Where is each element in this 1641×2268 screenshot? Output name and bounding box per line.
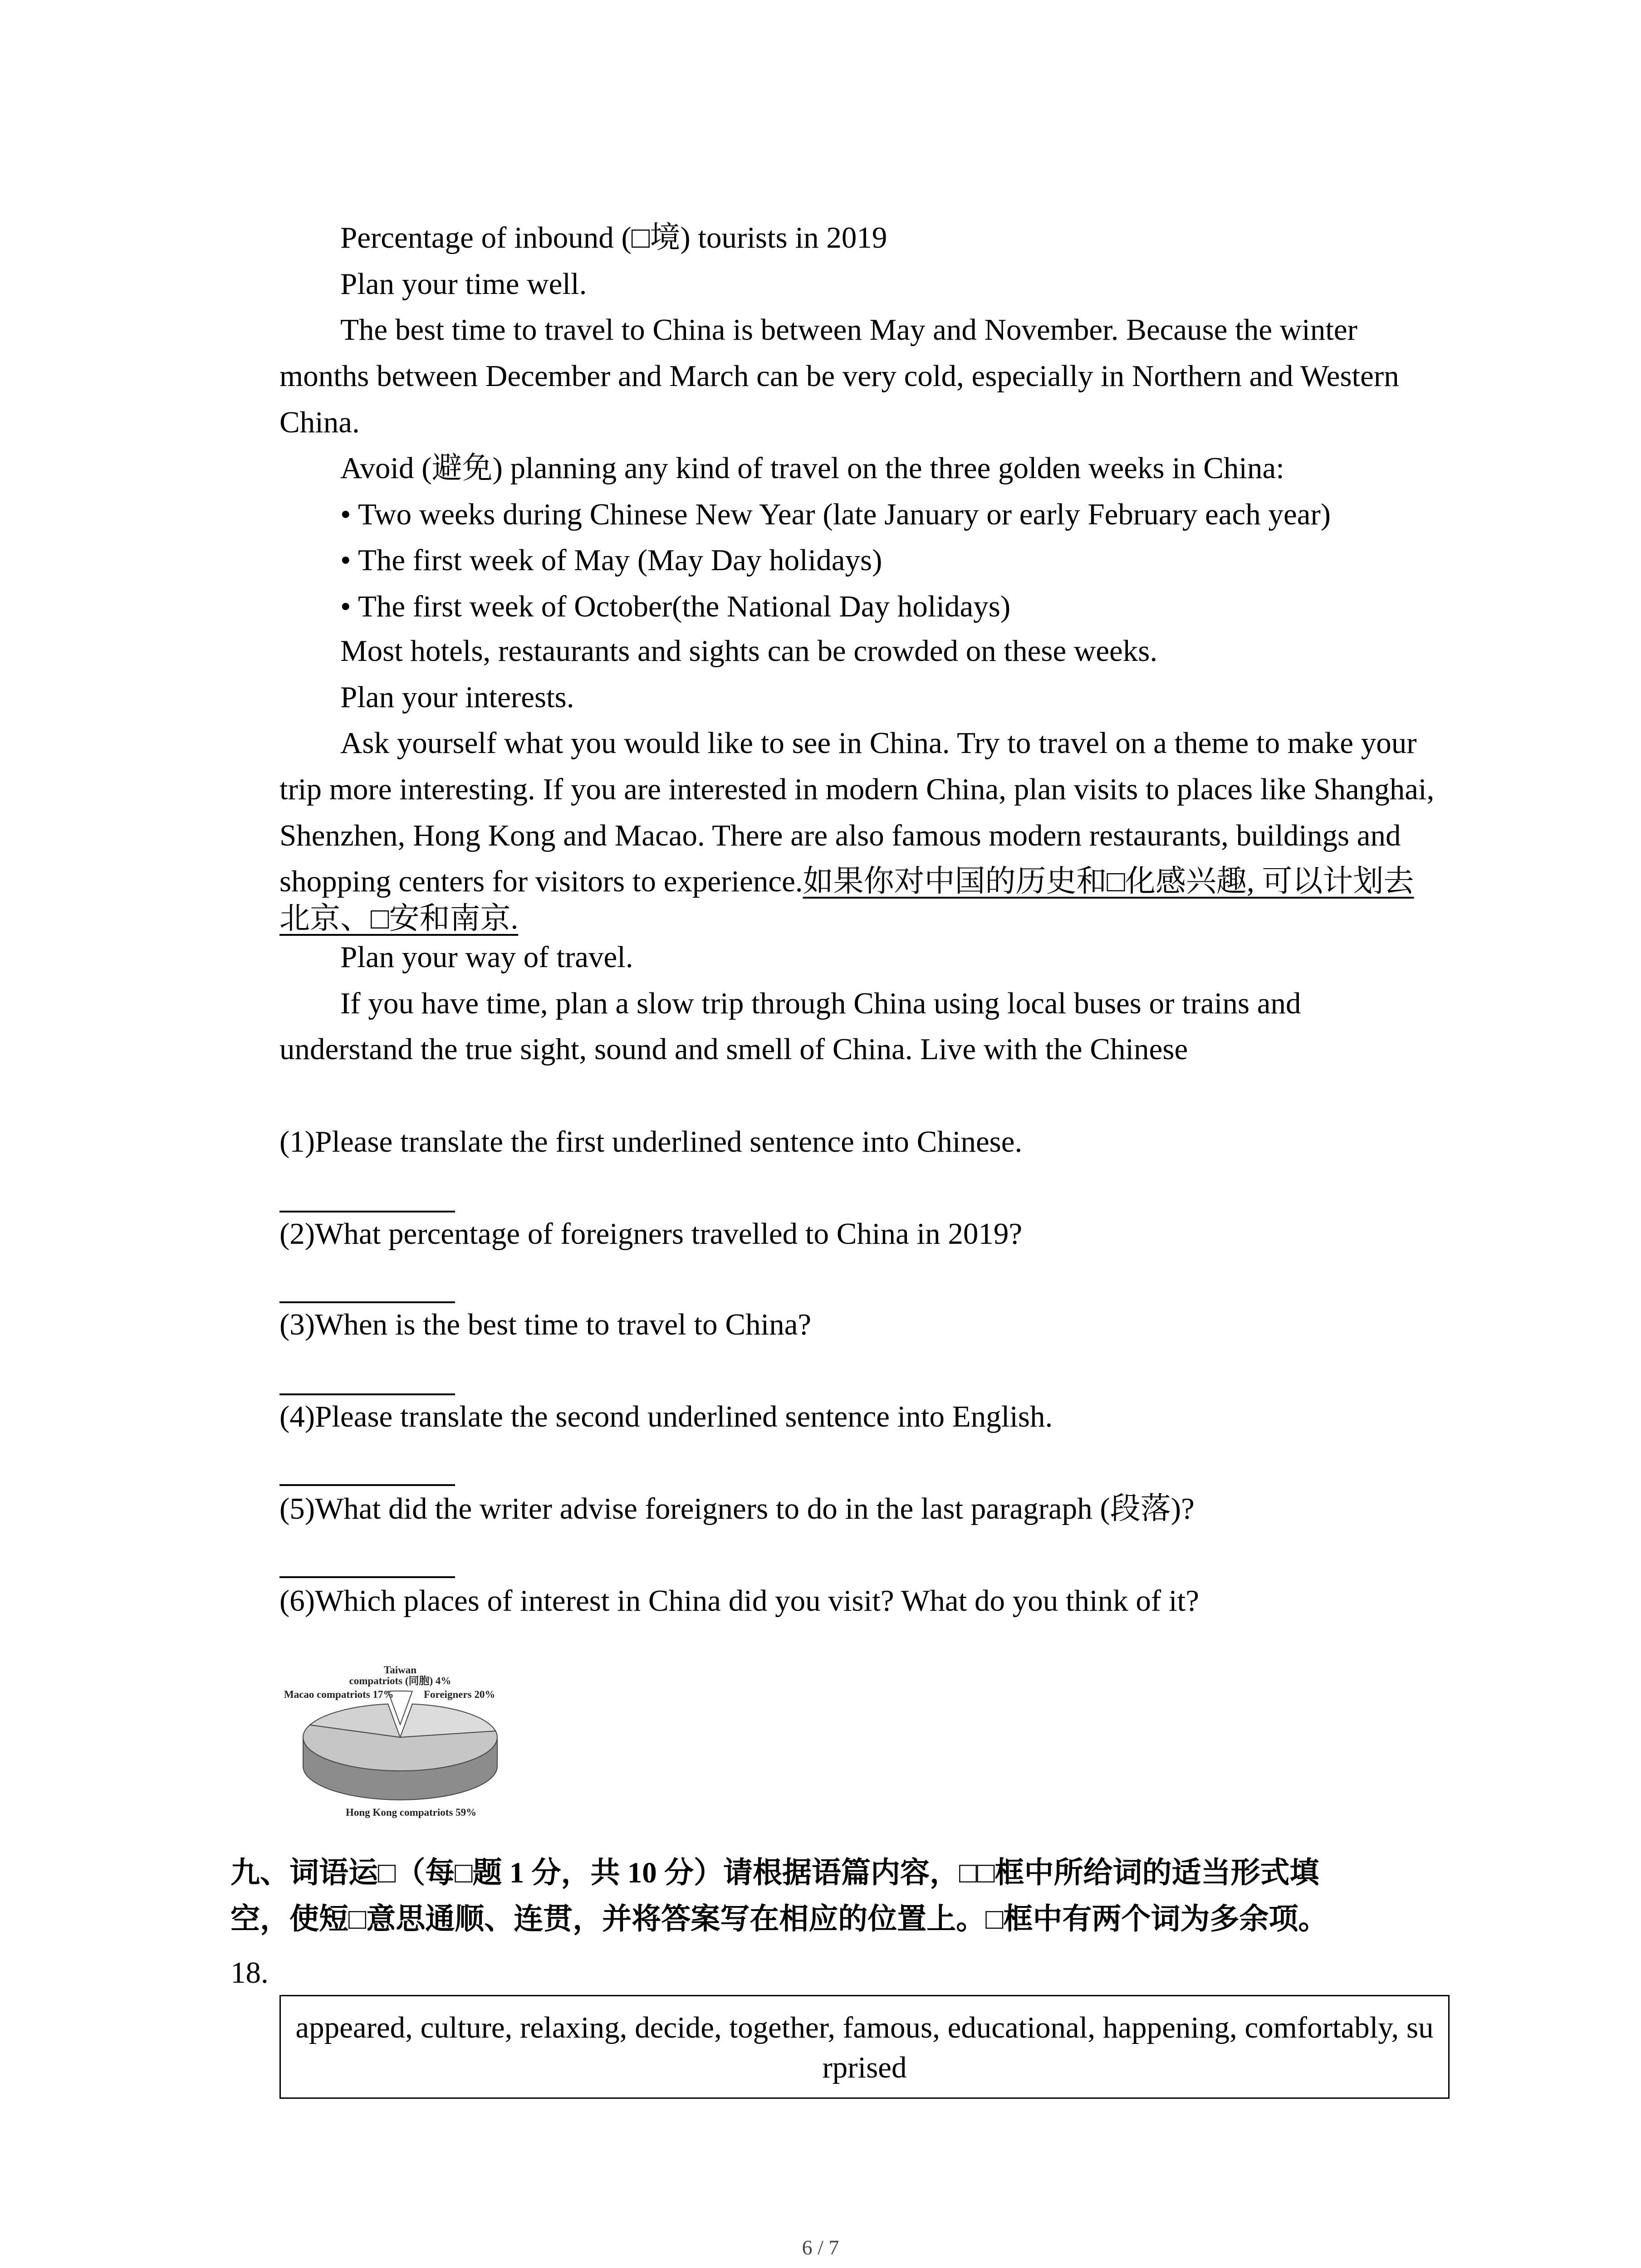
paragraph-line: Ask yourself what you would like to see in China. Try to travel on a theme to make your: [340, 726, 1417, 760]
chart-caption: Percentage of inbound (□境) tourists in 2019: [340, 221, 887, 254]
answer-blank: [279, 1393, 455, 1395]
bullet-item: • The first week of October(the National Day holidays): [340, 590, 1011, 623]
pie-label-macao: Macao compatriots 17%: [284, 1689, 394, 1700]
section-heading: Plan your way of travel.: [340, 940, 633, 974]
answer-blank: [279, 1211, 455, 1212]
question: (4)Please translate the second underlined sentence into English.: [279, 1400, 1053, 1433]
question-number: 18.: [230, 1956, 269, 1989]
word-box: [279, 1995, 1450, 2099]
section-heading: Plan your interests.: [340, 680, 574, 714]
paragraph-text: shopping centers for visitors to experience.: [279, 865, 803, 898]
answer-blank: [279, 1484, 455, 1486]
paragraph-line: China.: [279, 406, 360, 439]
paragraph-line: understand the true sight, sound and smell of China. Live with the Chinese: [279, 1032, 1188, 1066]
paragraph-line: trip more interesting. If you are interested in modern China, plan visits to places like Shanghai,: [279, 772, 1435, 806]
question: (5)What did the writer advise foreigners to do in the last paragraph (段落)?: [279, 1492, 1195, 1525]
paragraph-line: [279, 900, 518, 937]
pie-label-foreigners: Foreigners 20%: [424, 1689, 495, 1700]
answer-blank: [279, 1576, 455, 1578]
pie-chart-canvas: [279, 1664, 505, 1824]
word-box-line: appeared, culture, relaxing, decide, together, famous, educational, happening, comfortably, su: [295, 2011, 1434, 2044]
pie-label-taiwan: Taiwan compatriots (同胞) 4%: [349, 1664, 451, 1686]
question: (6)Which places of interest in China did you visit? What do you think of it?: [279, 1584, 1199, 1618]
underlined-sentence: 北京、□安和南京.: [279, 902, 519, 935]
paragraph-line: [279, 863, 1414, 899]
word-box-line: rprised: [822, 2051, 907, 2084]
question: (2)What percentage of foreigners travelled to China in 2019?: [279, 1217, 1023, 1251]
page-number: 6 / 7: [802, 2236, 839, 2259]
answer-blank: [279, 1301, 455, 1303]
section-instructions: 空，使短□意思通顺、连贯，并将答案写在相应的位置上。□框中有两个词为多余项。: [230, 1903, 1328, 1936]
pie-chart: [279, 1664, 505, 1824]
paragraph-line: Shenzhen, Hong Kong and Macao. There are also famous modern restaurants, buildings and: [279, 819, 1401, 852]
underlined-sentence: 如果你对中国的历史和□化感兴趣, 可以计划去: [803, 865, 1414, 898]
paragraph-line: If you have time, plan a slow trip through China using local buses or trains and: [340, 987, 1301, 1020]
bullet-item: • Two weeks during Chinese New Year (late January or early February each year): [340, 498, 1331, 531]
paragraph-line: The best time to travel to China is between May and November. Because the winter: [340, 313, 1357, 347]
paragraph-line: Most hotels, restaurants and sights can be crowded on these weeks.: [340, 634, 1158, 668]
pie-label-hong-kong: Hong Kong compatriots 59%: [346, 1807, 477, 1818]
question: (1)Please translate the first underlined sentence into Chinese.: [279, 1125, 1023, 1158]
paragraph-line: months between December and March can be very cold, especially in Northern and Western: [279, 359, 1399, 393]
paragraph-line: Avoid (避免) planning any kind of travel on the three golden weeks in China:: [340, 451, 1284, 485]
bullet-item: • The first week of May (May Day holidays): [340, 543, 882, 577]
section-instructions: 九、词语运□（每□题 1 分，共 10 分）请根据语篇内容，□□框中所给词的适当形式填: [230, 1857, 1319, 1889]
question: (3)When is the best time to travel to China?: [279, 1308, 812, 1341]
section-heading: Plan your time well.: [340, 267, 587, 301]
